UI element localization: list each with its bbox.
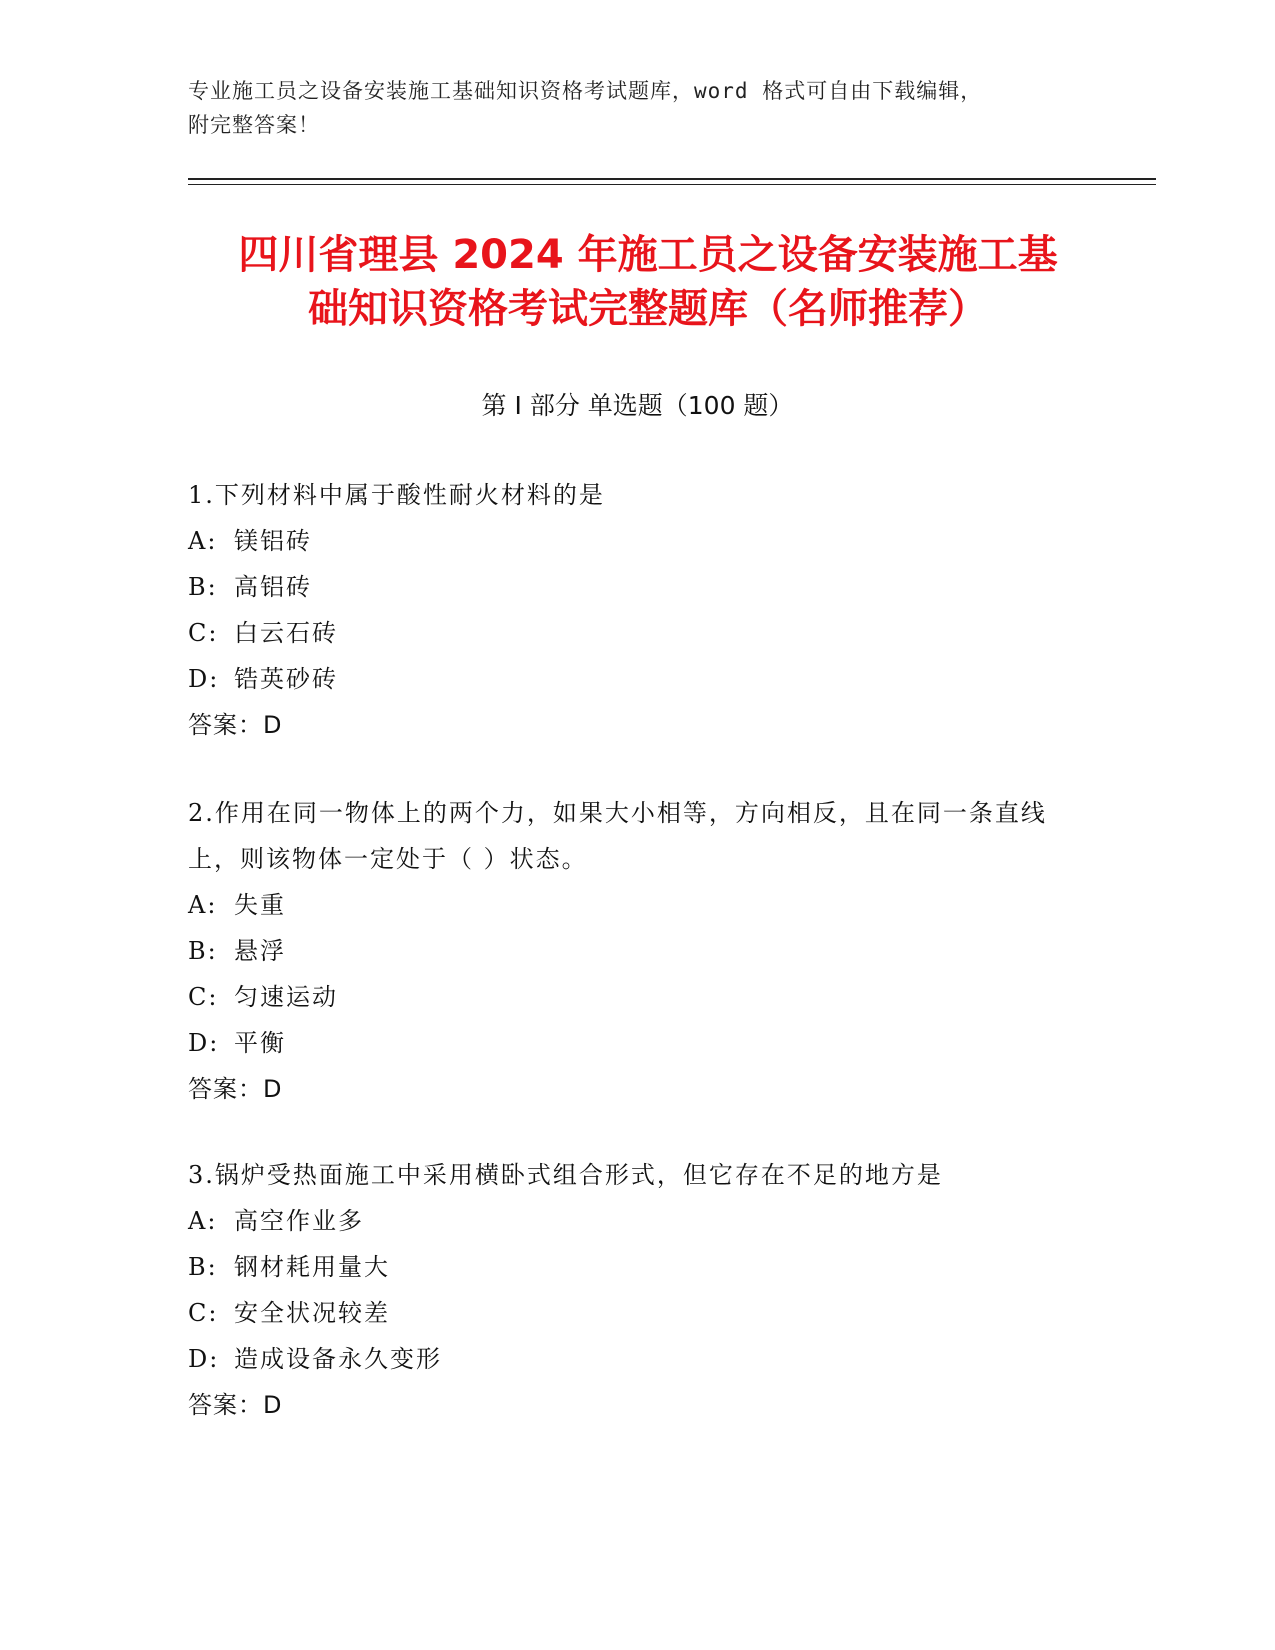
question-stem: 2.作用在同一物体上的两个力，如果大小相等，方向相反，且在同一条直线上，则该物体一定处于（ ）状态。 [188,799,1047,873]
answer: 答案：D [188,711,283,739]
answer: 答案：D [188,1391,283,1419]
document-title-line-1: 四川省理县 2024 年施工员之设备安装施工基 [238,232,1058,278]
option-b [188,928,1088,974]
option-key: D: [188,1345,220,1373]
option-d [188,1020,1088,1066]
option-b [188,1244,1088,1290]
option-text: 高空作业多 [234,1207,364,1235]
header-rule-thin [188,184,1156,185]
header-note-line-2: 附完整答案！ [188,113,320,137]
option-c [188,974,1088,1020]
option-text: 锆英砂砖 [234,665,338,693]
option-key: A: [188,1207,218,1235]
option-d [188,656,1088,702]
option-c [188,610,1088,656]
document-title [188,228,1108,336]
option-key: B: [188,937,218,965]
option-text: 平衡 [234,1029,286,1057]
question-2 [188,790,1088,1112]
option-key: A: [188,891,218,919]
option-key: A: [188,527,218,555]
question-1 [188,472,1088,748]
option-a [188,518,1088,564]
option-c [188,1290,1088,1336]
option-text: 镁铝砖 [234,527,312,555]
option-key: D: [188,665,220,693]
option-text: 悬浮 [234,937,286,965]
option-text: 失重 [234,891,286,919]
option-key: B: [188,1253,218,1281]
option-key: B: [188,573,218,601]
option-text: 钢材耗用量大 [234,1253,390,1281]
header-rule-thick [188,178,1156,180]
question-stem: 1.下列材料中属于酸性耐火材料的是 [188,481,605,509]
option-key: C: [188,619,219,647]
option-a [188,1198,1088,1244]
header-note [188,74,1068,142]
section-heading: 第 I 部分 单选题（100 题） [481,391,794,420]
option-text: 白云石砖 [234,619,338,647]
document-title-line-2: 础知识资格考试完整题库（名师推荐） [308,286,988,332]
header-note-line-1: 专业施工员之设备安装施工基础知识资格考试题库，word 格式可自由下载编辑， [188,79,983,103]
option-key: C: [188,983,219,1011]
option-text: 安全状况较差 [234,1299,390,1327]
option-key: C: [188,1299,219,1327]
option-text: 造成设备永久变形 [234,1345,442,1373]
option-text: 高铝砖 [234,573,312,601]
option-key: D: [188,1029,220,1057]
option-d [188,1336,1088,1382]
question-stem: 3.锅炉受热面施工中采用横卧式组合形式，但它存在不足的地方是 [188,1161,943,1189]
answer: 答案：D [188,1075,283,1103]
option-b [188,564,1088,610]
question-3 [188,1152,1088,1428]
option-text: 匀速运动 [234,983,338,1011]
option-a [188,882,1088,928]
